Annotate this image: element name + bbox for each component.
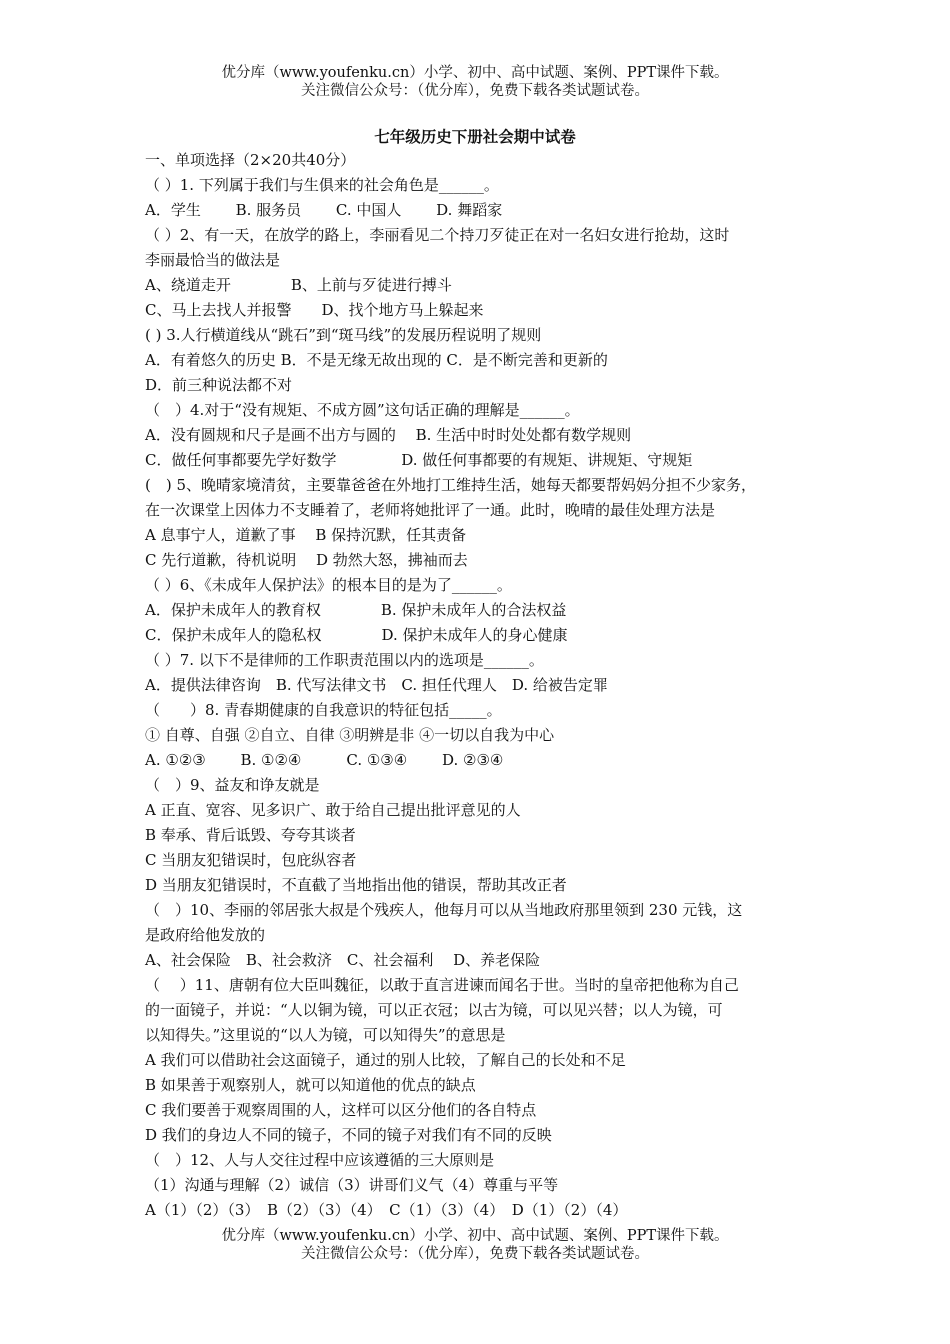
text-line: （ ）12、人与人交往过程中应该遵循的三大原则是 bbox=[145, 1151, 495, 1169]
text-line: 李丽最恰当的做法是 bbox=[145, 251, 281, 269]
text-line: 以知得失。”这里说的“以人为镜，可以知得失”的意思是 bbox=[145, 1026, 506, 1044]
text-line: A．有着悠久的历史 B．不是无缘无故出现的 C．是不断完善和更新的 bbox=[145, 351, 608, 369]
text-line: A 正直、宽容、见多识广、敢于给自己提出批评意见的人 bbox=[145, 801, 521, 819]
text-line: （ ）9、益友和诤友就是 bbox=[145, 776, 320, 794]
text-line: A、绕道走开 B、上前与歹徒进行搏斗 bbox=[145, 276, 452, 294]
text-line: A. ①②③ B. ①②④ C. ①③④ D. ②③④ bbox=[145, 751, 504, 769]
text-line: A 我们可以借助社会这面镜子，通过的别人比较，了解自己的长处和不足 bbox=[145, 1051, 626, 1069]
text-line: A．提供法律咨询 B. 代写法律文书 C. 担任代理人 D. 给被告定罪 bbox=[145, 676, 608, 694]
text-line: A．学生 B. 服务员 C. 中国人 D. 舞蹈家 bbox=[145, 201, 503, 219]
text-line: A．没有圆规和尺子是画不出方与圆的 B. 生活中时时处处都有数学规则 bbox=[145, 426, 632, 444]
text-line: ( ) 3.人行横道线从“跳石”到“斑马线”的发展历程说明了规则 bbox=[145, 326, 542, 344]
text-line: C．保护未成年人的隐私权 D. 保护未成年人的身心健康 bbox=[145, 626, 568, 644]
text-line: 一、单项选择（2×20共40分） bbox=[145, 151, 356, 169]
text-line: （ ）6、《未成年人保护法》的根本目的是为了______。 bbox=[145, 576, 512, 594]
text-line: C 当朋友犯错误时，包庇纵容者 bbox=[145, 851, 357, 869]
text-line: 在一次课堂上因体力不支睡着了，老师将她批评了一通。此时，晚晴的最佳处理方法是 bbox=[145, 501, 716, 519]
header-line-1: 优分库（www.youfenku.cn）小学、初中、高中试题、案例、PPT课件下载。 bbox=[221, 65, 729, 81]
text-line: D 我们的身边人不同的镜子，不同的镜子对我们有不同的反映 bbox=[145, 1126, 552, 1144]
page-footer bbox=[0, 1227, 950, 1263]
text-line: C 我们要善于观察周围的人，这样可以区分他们的各自特点 bbox=[145, 1101, 537, 1119]
text-line: C 先行道歉，待机说明 D 勃然大怒，拂袖而去 bbox=[145, 551, 468, 569]
text-line: （1）沟通与理解（2）诚信（3）讲哥们义气（4）尊重与平等 bbox=[145, 1176, 559, 1194]
text-line: 是政府给他发放的 bbox=[145, 926, 266, 944]
text-line: （ ）7. 以下不是律师的工作职责范围以内的选项是______。 bbox=[145, 651, 544, 669]
text-line: A（1）（2）（3） B（2）（3）（4） C（1）（3）（4） D（1）（2）（4） bbox=[145, 1201, 628, 1219]
footer-line-1: 优分库（www.youfenku.cn）小学、初中、高中试题、案例、PPT课件下载。 bbox=[221, 1228, 729, 1244]
text-line: B 奉承、背后诋毁、夸夸其谈者 bbox=[145, 826, 356, 844]
text-line: （ ）2、有一天，在放学的路上，李丽看见二个持刀歹徒正在对一名妇女进行抢劫，这时 bbox=[145, 226, 730, 244]
text-line: D 当朋友犯错误时，不直截了当地指出他的错误，帮助其改正者 bbox=[145, 876, 567, 894]
exam-body bbox=[145, 148, 825, 1223]
footer-line-2: 关注微信公众号：（优分库），免费下载各类试题试卷。 bbox=[301, 1246, 649, 1262]
text-line: （ ）4.对于“没有规矩、不成方圆”这句话正确的理解是______。 bbox=[145, 401, 580, 419]
text-line: A、社会保险 B、社会救济 C、社会福利 D、养老保险 bbox=[145, 951, 541, 969]
text-line: A 息事宁人，道歉了事 B 保持沉默，任其责备 bbox=[145, 526, 467, 544]
text-line: ( ) 5、晚晴家境清贫，主要靠爸爸在外地打工维持生活，她每天都要帮妈妈分担不少家务， bbox=[145, 476, 757, 494]
text-line: C、马上去找人并报警 D、找个地方马上躲起来 bbox=[145, 301, 484, 319]
text-line: B 如果善于观察别人，就可以知道他的优点的缺点 bbox=[145, 1076, 476, 1094]
text-line: ① 自尊、自强 ②自立、自律 ③明辨是非 ④一切以自我为中心 bbox=[145, 726, 555, 744]
text-line: D．前三种说法都不对 bbox=[145, 376, 293, 394]
text-line: （ ）1. 下列属于我们与生俱来的社会角色是______。 bbox=[145, 176, 499, 194]
text-line: （ ）10、李丽的邻居张大叔是个残疾人，他每月可以从当地政府那里领到 230 元钱，这 bbox=[145, 901, 743, 919]
exam-title: 七年级历史下册社会期中试卷 bbox=[374, 127, 576, 146]
text-line: C．做任何事都要先学好数学 D. 做任何事都要的有规矩、讲规矩、守规矩 bbox=[145, 451, 693, 469]
text-line: A．保护未成年人的教育权 B. 保护未成年人的合法权益 bbox=[145, 601, 567, 619]
text-line: （ ）8. 青春期健康的自我意识的特征包括_____。 bbox=[145, 701, 502, 719]
header-line-2: 关注微信公众号：（优分库），免费下载各类试题试卷。 bbox=[301, 83, 649, 99]
page-header bbox=[0, 64, 950, 100]
text-line: 的一面镜子，并说：“人以铜为镜，可以正衣冠；以古为镜，可以见兴替；以人为镜，可 bbox=[145, 1001, 723, 1019]
text-line: （ ）11、唐朝有位大臣叫魏征，以敢于直言进谏而闻名于世。当时的皇帝把他称为自己 bbox=[145, 976, 739, 994]
